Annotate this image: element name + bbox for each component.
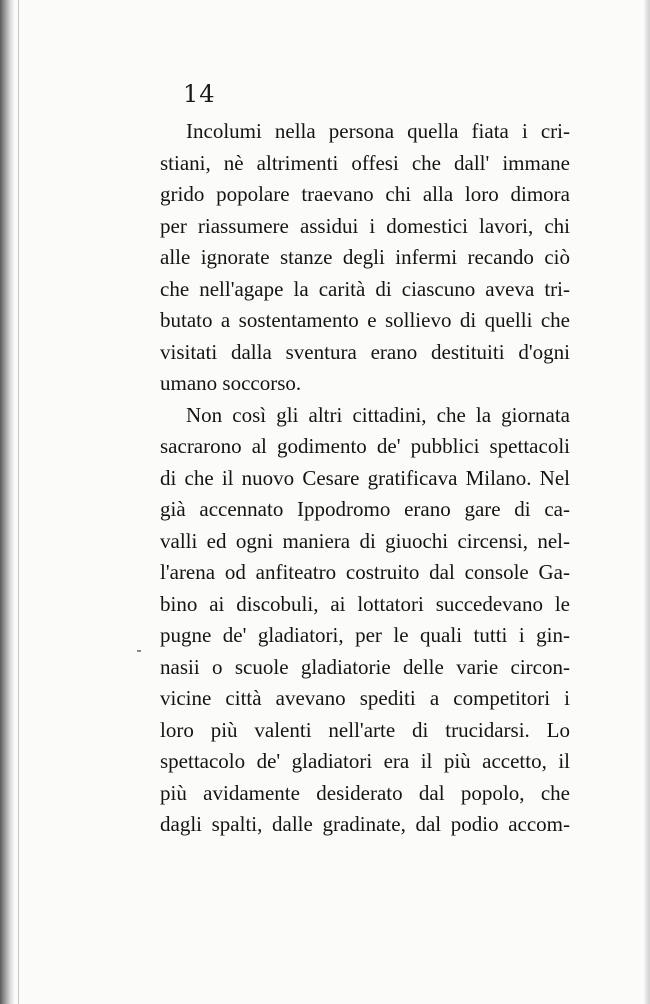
text-line: spettacolo de' gladiatori era il più accetto, il — [160, 749, 570, 773]
text-line: di che il nuovo Cesare gratificava Milano. Nel — [160, 465, 570, 490]
text-line: dagli spalti, dalle gradinate, dal podio accom- — [160, 812, 570, 836]
page-number: 14 — [183, 80, 216, 108]
text-line: già accennato Ippodromo erano gare di ca- — [160, 497, 570, 521]
text-line: Incolumi nella persona quella fiata i cri- — [186, 119, 570, 143]
text-line: vicine città avevano spediti a competitori i — [160, 686, 570, 710]
text-line: loro più valenti nell'arte di trucidarsi. Lo — [160, 717, 570, 742]
text-line: stiani, nè altrimenti offesi che dall' immane — [160, 150, 570, 175]
page-binding-shadow — [0, 0, 14, 1004]
text-line: visitati dalla sventura erano destituiti d'ogni — [160, 339, 570, 364]
text-line: più avidamente desiderato dal popolo, che — [160, 780, 570, 805]
text-line: bino ai discobuli, ai lottatori succedevano le — [160, 591, 570, 616]
text-line: pugne de' gladiatori, per le quali tutti i gin- — [160, 623, 570, 647]
text-line: nasii o scuole gladiatorie delle varie circon- — [160, 654, 570, 679]
text-line: per riassumere assidui i domestici lavori, chi — [160, 213, 570, 238]
text-line: sacrarono al godimento de' pubblici spettacoli — [160, 434, 570, 458]
text-line: l'arena od anfiteatro costruito dal console Ga- — [160, 560, 570, 584]
page-right-edge — [644, 0, 650, 1004]
text-line: alle ignorate stanze degli infermi recando ciò — [160, 245, 570, 269]
text-line: valli ed ogni maniera di giuochi circensi, nel- — [160, 528, 570, 553]
text-line: umano soccorso. — [160, 371, 302, 395]
text-line: che nell'agape la carità di ciascuno aveva tri- — [160, 276, 570, 301]
page-binding-edge — [18, 0, 19, 1004]
text-line: butato a sostentamento e sollievo di quelli che — [160, 308, 570, 332]
body-text — [160, 116, 570, 841]
text-line: grido popolare traevano chi alla loro dimora — [160, 182, 570, 206]
margin-mark — [137, 650, 141, 652]
text-line: Non così gli altri cittadini, che la giornata — [186, 402, 570, 427]
